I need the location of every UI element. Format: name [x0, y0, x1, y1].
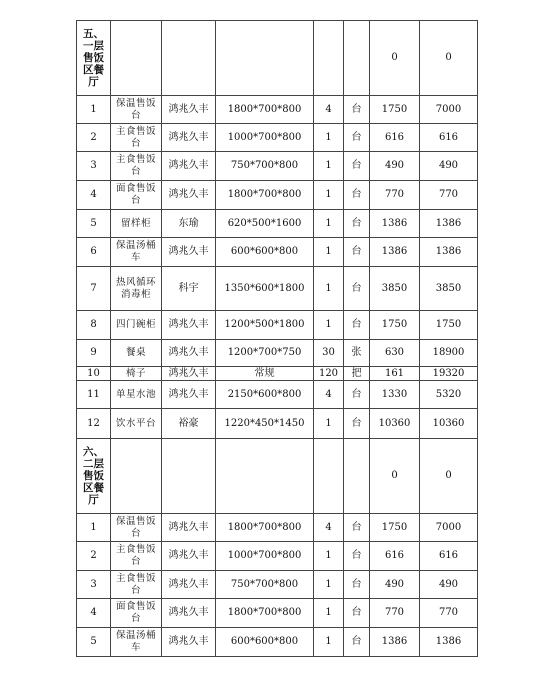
- table-row: [77, 542, 478, 571]
- item-total: 490: [420, 152, 478, 181]
- item-qty: 1: [314, 124, 344, 152]
- item-name: 保温售饭台: [111, 514, 162, 542]
- section-header-row: [77, 21, 478, 96]
- item-name: 热风循环消毒柜: [111, 267, 162, 311]
- item-unit: 台: [344, 571, 370, 599]
- item-name: 餐桌: [111, 340, 162, 367]
- item-total: 1386: [420, 628, 478, 657]
- item-brand: 鸿兆久丰: [162, 238, 216, 267]
- item-total: 19320: [420, 367, 478, 381]
- item-price: 3850: [370, 267, 420, 311]
- item-qty: 1: [314, 181, 344, 210]
- item-name: 单星水池: [111, 381, 162, 409]
- row-no: 4: [77, 599, 111, 628]
- item-total: 10360: [420, 409, 478, 439]
- item-name: 四门碗柜: [111, 311, 162, 340]
- empty-cell: [111, 439, 162, 514]
- item-spec: 600*600*800: [216, 628, 314, 657]
- item-qty: 4: [314, 514, 344, 542]
- empty-cell: [314, 439, 344, 514]
- item-name: 主食售饭台: [111, 571, 162, 599]
- table-row: [77, 152, 478, 181]
- item-qty: 4: [314, 381, 344, 409]
- item-price: 616: [370, 542, 420, 571]
- table-row: [77, 311, 478, 340]
- item-unit: 台: [344, 124, 370, 152]
- table-row: [77, 210, 478, 238]
- row-no: 10: [77, 367, 111, 381]
- item-brand: 东瑜: [162, 210, 216, 238]
- item-spec: 1800*700*800: [216, 514, 314, 542]
- item-unit: 台: [344, 409, 370, 439]
- item-name: 饮水平台: [111, 409, 162, 439]
- row-no: 7: [77, 267, 111, 311]
- item-price: 161: [370, 367, 420, 381]
- item-qty: 1: [314, 311, 344, 340]
- item-spec: 1350*600*1800: [216, 267, 314, 311]
- item-name: 保温汤桶车: [111, 238, 162, 267]
- item-brand: 裕豪: [162, 409, 216, 439]
- item-brand: 鸿兆久丰: [162, 599, 216, 628]
- item-total: 770: [420, 181, 478, 210]
- table-row: [77, 124, 478, 152]
- empty-cell: [344, 21, 370, 96]
- item-name: 留样柜: [111, 210, 162, 238]
- row-no: 3: [77, 152, 111, 181]
- item-unit: 台: [344, 599, 370, 628]
- item-qty: 1: [314, 409, 344, 439]
- item-qty: 1: [314, 542, 344, 571]
- item-unit: 张: [344, 340, 370, 367]
- item-total: 616: [420, 542, 478, 571]
- item-spec: 1800*700*800: [216, 96, 314, 124]
- item-total: 5320: [420, 381, 478, 409]
- row-no: 4: [77, 181, 111, 210]
- subtotal-unit-price: 0: [370, 439, 420, 514]
- item-brand: 鸿兆久丰: [162, 152, 216, 181]
- item-unit: 台: [344, 267, 370, 311]
- item-brand: 鸿兆久丰: [162, 542, 216, 571]
- row-no: 9: [77, 340, 111, 367]
- table-row: [77, 599, 478, 628]
- item-price: 490: [370, 152, 420, 181]
- row-no: 8: [77, 311, 111, 340]
- item-price: 1750: [370, 96, 420, 124]
- empty-cell: [162, 21, 216, 96]
- item-spec: 1000*700*800: [216, 124, 314, 152]
- item-name: 保温汤桶车: [111, 628, 162, 657]
- item-unit: 把: [344, 367, 370, 381]
- item-price: 630: [370, 340, 420, 367]
- item-brand: 鸿兆久丰: [162, 124, 216, 152]
- table-row: [77, 238, 478, 267]
- item-brand: 鸿兆久丰: [162, 340, 216, 367]
- item-brand: 鸿兆久丰: [162, 181, 216, 210]
- item-spec: 1800*700*800: [216, 599, 314, 628]
- item-price: 770: [370, 181, 420, 210]
- item-brand: 鸿兆久丰: [162, 628, 216, 657]
- item-price: 1750: [370, 311, 420, 340]
- row-no: 2: [77, 542, 111, 571]
- item-price: 10360: [370, 409, 420, 439]
- section-label: 五、一层售饭区餐厅: [77, 21, 111, 96]
- item-price: 1330: [370, 381, 420, 409]
- item-brand: 鸿兆久丰: [162, 514, 216, 542]
- empty-cell: [216, 439, 314, 514]
- empty-cell: [111, 21, 162, 96]
- table-row: [77, 571, 478, 599]
- item-qty: 1: [314, 599, 344, 628]
- item-price: 770: [370, 599, 420, 628]
- item-total: 770: [420, 599, 478, 628]
- item-brand: 鸿兆久丰: [162, 311, 216, 340]
- item-unit: 台: [344, 311, 370, 340]
- item-brand: 鸿兆久丰: [162, 571, 216, 599]
- item-spec: 1200*700*750: [216, 340, 314, 367]
- row-no: 11: [77, 381, 111, 409]
- table-row: [77, 181, 478, 210]
- item-spec: 常规: [216, 367, 314, 381]
- item-qty: 1: [314, 238, 344, 267]
- item-spec: 2150*600*800: [216, 381, 314, 409]
- item-qty: 1: [314, 152, 344, 181]
- row-no: 1: [77, 96, 111, 124]
- item-total: 7000: [420, 514, 478, 542]
- empty-cell: [162, 439, 216, 514]
- subtotal-unit-price: 0: [370, 21, 420, 96]
- table-row: [77, 96, 478, 124]
- item-qty: 1: [314, 571, 344, 599]
- table-row: [77, 409, 478, 439]
- item-name: 主食售饭台: [111, 152, 162, 181]
- item-name: 面食售饭台: [111, 181, 162, 210]
- item-spec: 1800*700*800: [216, 181, 314, 210]
- empty-cell: [216, 21, 314, 96]
- item-name: 主食售饭台: [111, 124, 162, 152]
- item-spec: 750*700*800: [216, 152, 314, 181]
- item-price: 1386: [370, 628, 420, 657]
- section-header-row: [77, 439, 478, 514]
- item-unit: 台: [344, 181, 370, 210]
- section-label: 六、二层售饭区餐厅: [77, 439, 111, 514]
- item-total: 1750: [420, 311, 478, 340]
- table-row: [77, 381, 478, 409]
- item-qty: 120: [314, 367, 344, 381]
- table-row: [77, 514, 478, 542]
- table-row: [77, 367, 478, 381]
- row-no: 1: [77, 514, 111, 542]
- item-price: 490: [370, 571, 420, 599]
- row-no: 12: [77, 409, 111, 439]
- subtotal-total: 0: [420, 439, 478, 514]
- item-brand: 鸿兆久丰: [162, 367, 216, 381]
- item-qty: 1: [314, 210, 344, 238]
- equipment-table: [76, 20, 478, 657]
- item-unit: 台: [344, 210, 370, 238]
- item-total: 490: [420, 571, 478, 599]
- item-name: 保温售饭台: [111, 96, 162, 124]
- item-total: 616: [420, 124, 478, 152]
- item-total: 1386: [420, 238, 478, 267]
- subtotal-total: 0: [420, 21, 478, 96]
- item-total: 3850: [420, 267, 478, 311]
- table-row: [77, 267, 478, 311]
- item-name: 椅子: [111, 367, 162, 381]
- item-unit: 台: [344, 152, 370, 181]
- table-row: [77, 628, 478, 657]
- item-brand: 科宇: [162, 267, 216, 311]
- item-spec: 1200*500*1800: [216, 311, 314, 340]
- item-unit: 台: [344, 542, 370, 571]
- row-no: 3: [77, 571, 111, 599]
- row-no: 6: [77, 238, 111, 267]
- empty-cell: [344, 439, 370, 514]
- item-qty: 1: [314, 628, 344, 657]
- item-unit: 台: [344, 96, 370, 124]
- item-total: 1386: [420, 210, 478, 238]
- item-spec: 620*500*1600: [216, 210, 314, 238]
- item-total: 18900: [420, 340, 478, 367]
- item-qty: 4: [314, 96, 344, 124]
- empty-cell: [314, 21, 344, 96]
- item-spec: 750*700*800: [216, 571, 314, 599]
- item-price: 616: [370, 124, 420, 152]
- item-unit: 台: [344, 238, 370, 267]
- item-price: 1386: [370, 238, 420, 267]
- row-no: 5: [77, 628, 111, 657]
- item-qty: 30: [314, 340, 344, 367]
- table-row: [77, 340, 478, 367]
- item-spec: 1220*450*1450: [216, 409, 314, 439]
- item-unit: 台: [344, 514, 370, 542]
- item-spec: 600*600*800: [216, 238, 314, 267]
- item-qty: 1: [314, 267, 344, 311]
- item-name: 主食售饭台: [111, 542, 162, 571]
- item-price: 1750: [370, 514, 420, 542]
- item-spec: 1000*700*800: [216, 542, 314, 571]
- row-no: 2: [77, 124, 111, 152]
- row-no: 5: [77, 210, 111, 238]
- item-brand: 鸿兆久丰: [162, 96, 216, 124]
- item-brand: 鸿兆久丰: [162, 381, 216, 409]
- item-total: 7000: [420, 96, 478, 124]
- item-price: 1386: [370, 210, 420, 238]
- item-name: 面食售饭台: [111, 599, 162, 628]
- item-unit: 台: [344, 628, 370, 657]
- item-unit: 台: [344, 381, 370, 409]
